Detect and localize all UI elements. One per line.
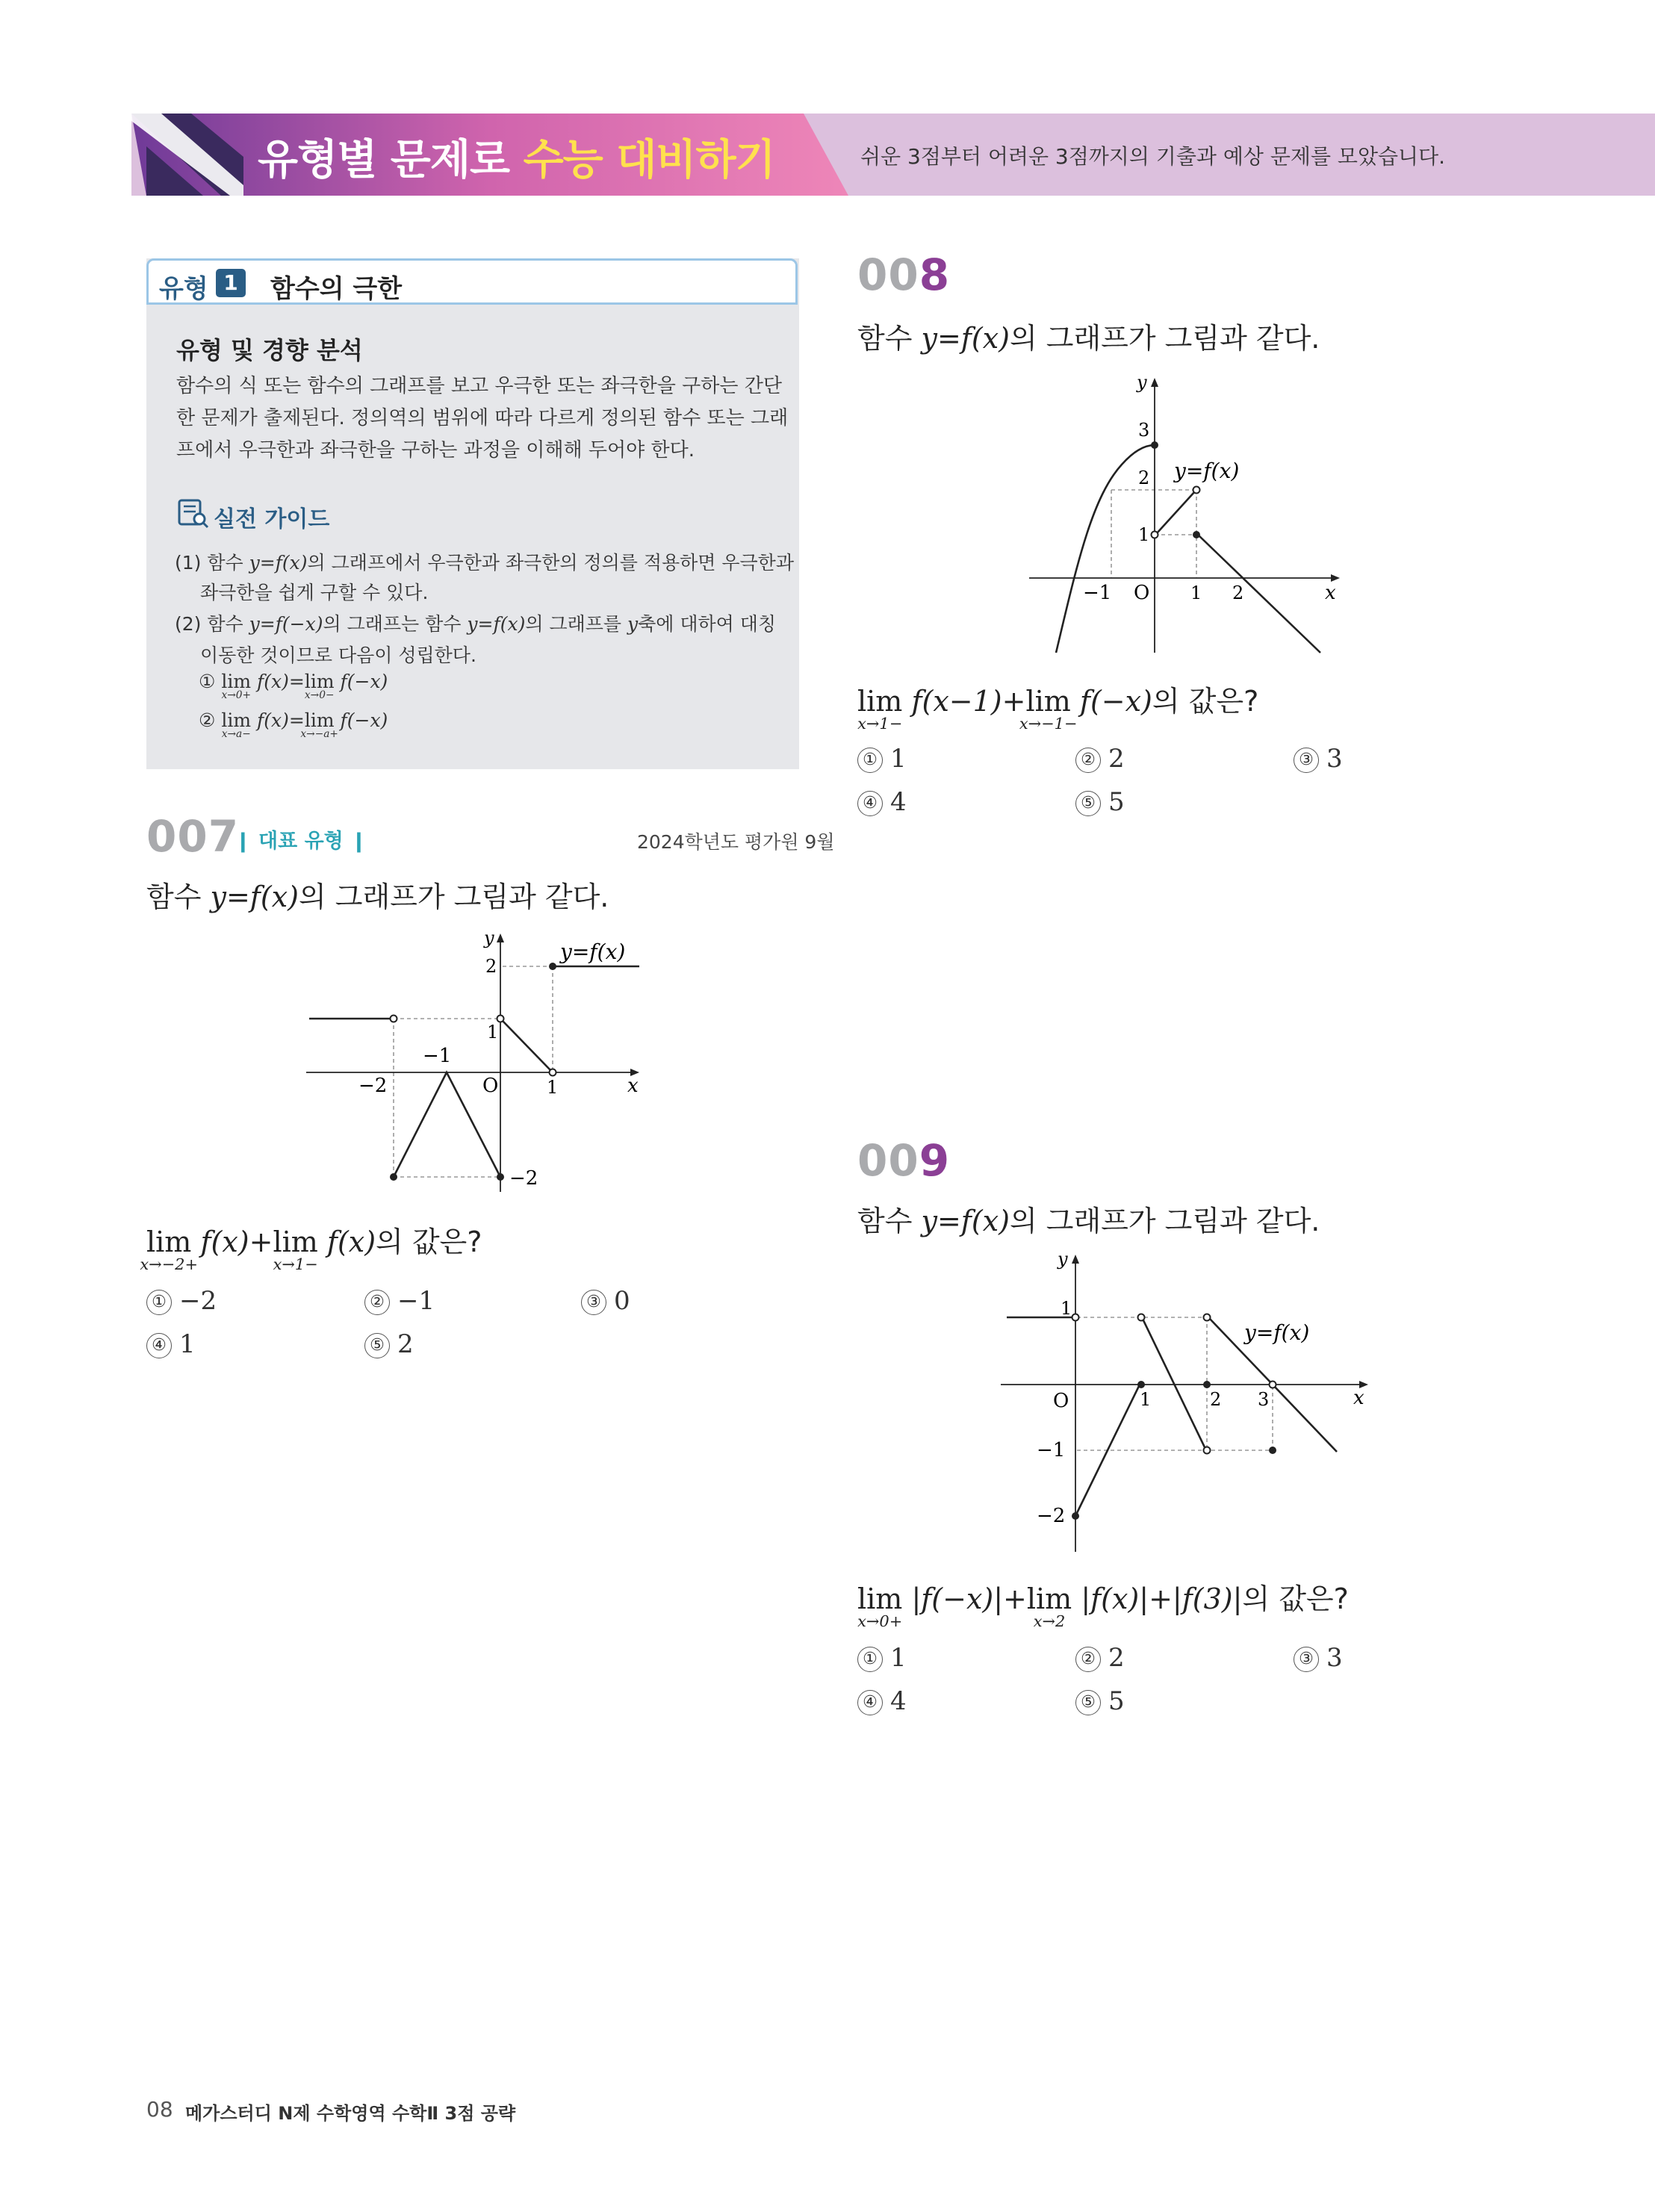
x-tick-1: 1 (1140, 1389, 1152, 1410)
y-axis-label: y (484, 928, 494, 948)
problem-008-graph (1023, 370, 1352, 662)
y-tick-minus-1: −1 (1037, 1439, 1066, 1461)
analysis-title: 유형 및 경향 분석 (176, 336, 363, 364)
y-tick-1: 1 (487, 1022, 499, 1043)
problem-009-graph (993, 1247, 1382, 1561)
choice-4[interactable]: ④ 4 (857, 1686, 907, 1716)
x-axis-label: x (1353, 1387, 1364, 1409)
choice-4[interactable]: ④ 4 (857, 787, 907, 817)
x-tick-1: 1 (1190, 582, 1202, 603)
y-tick-1: 1 (1061, 1298, 1072, 1319)
x-axis-label: x (627, 1075, 639, 1097)
choice-3[interactable]: ③ 3 (1294, 1643, 1343, 1673)
choice-1[interactable]: ① 1 (857, 744, 907, 774)
origin-label: O (482, 1075, 499, 1097)
banner-title: 유형별 문제로 수능 대비하기 (258, 136, 775, 184)
guide-title: 실전 가이드 (214, 506, 330, 532)
footer-book-title: 메가스터디 N제 수학영역 수학Ⅱ 3점 공략 (185, 2103, 516, 2124)
y-tick-3: 3 (1138, 420, 1150, 441)
x-tick-minus-2: −2 (358, 1075, 388, 1097)
problem-source: 2024학년도 평가원 9월 (637, 831, 835, 853)
y-tick-2: 2 (1138, 467, 1150, 488)
problem-008-question: 함수 y=f(x)의 그래프가 그림과 같다. (857, 322, 1320, 355)
type-number-badge: 1 (216, 269, 246, 297)
problem-007-limit: lim x→−2+ f(x)+lim x→1− f(x)의 값은? (140, 1225, 482, 1273)
choice-5[interactable]: ⑤ 5 (1075, 787, 1125, 817)
problem-007-graph (299, 926, 657, 1195)
curve-label: y=f(x) (560, 939, 626, 964)
curve-label: y=f(x) (1244, 1320, 1310, 1345)
choice-2[interactable]: ② 2 (1075, 1643, 1125, 1673)
analysis-text: 함수의 식 또는 함수의 그래프를 보고 우극한 또는 좌극한을 구하는 간단한 문제가 출제된다. 정의역의 범위에 따라 다르게 정의된 함수 또는 그래프에서 우극한과 좌극한을 구하는 과정을 이해해 두어야 한다. (176, 375, 789, 462)
guide-item-1-cont: 좌극한을 쉽게 구할 수 있다. (200, 582, 429, 603)
page-number: 08 (146, 2097, 173, 2122)
x-tick-3: 3 (1258, 1389, 1270, 1410)
choice-5[interactable]: ⑤ 2 (364, 1329, 414, 1359)
problem-008-limit: lim x→1− f(x−1)+lim x→−1− f(−x)의 값은? (857, 685, 1259, 733)
origin-label: O (1134, 582, 1150, 604)
type-title: 함수의 극한 (270, 274, 403, 304)
y-tick-1: 1 (1138, 524, 1150, 545)
type-label: 유형 (159, 274, 208, 304)
choice-2[interactable]: ② 2 (1075, 744, 1125, 774)
problem-number-008: 008 (857, 249, 951, 300)
guide-book-icon (176, 496, 209, 529)
problem-number-007: 007 (146, 811, 240, 862)
formula-2: ② lim x→a− f(x)=lim x→−a+ f(−x) (199, 709, 388, 740)
y-tick-minus-2: −2 (509, 1167, 538, 1190)
problem-009-question: 함수 y=f(x)의 그래프가 그림과 같다. (857, 1205, 1320, 1237)
curve-label: y=f(x) (1174, 459, 1240, 483)
x-axis-label: x (1325, 582, 1336, 604)
origin-label: O (1053, 1390, 1069, 1412)
choice-4[interactable]: ④ 1 (146, 1329, 196, 1359)
guide-item-2-cont: 이동한 것이므로 다음이 성립한다. (200, 644, 476, 666)
choice-5[interactable]: ⑤ 5 (1075, 1686, 1125, 1716)
y-tick-minus-2: −2 (1037, 1505, 1066, 1527)
problem-007-question: 함수 y=f(x)의 그래프가 그림과 같다. (146, 880, 609, 913)
y-axis-label: y (1058, 1249, 1068, 1270)
x-tick-2: 2 (1210, 1389, 1222, 1410)
choice-3[interactable]: ③ 3 (1294, 744, 1343, 774)
banner-title-highlight: 수능 대비하기 (523, 136, 775, 184)
y-axis-label: y (1137, 372, 1147, 393)
choice-1[interactable]: ① −2 (146, 1286, 217, 1316)
formula-1: ① lim x→0+ f(x)=lim x→0− f(−x) (199, 671, 388, 701)
choice-3[interactable]: ③ 0 (581, 1286, 630, 1316)
representative-type-tag: ❙ 대표 유형 ❙ (235, 830, 367, 853)
x-tick-minus-1: −1 (1083, 582, 1112, 604)
y-tick-2: 2 (485, 956, 497, 977)
guide-item-1: (1) 함수 y=f(x)의 그래프에서 우극한과 좌극한의 정의를 적용하면 우극한과 (175, 552, 794, 574)
banner-subtitle: 쉬운 3점부터 어려운 3점까지의 기출과 예상 문제를 모았습니다. (860, 144, 1446, 169)
x-tick-2: 2 (1232, 582, 1244, 603)
x-tick-1: 1 (547, 1077, 559, 1098)
problem-009-limit: lim x→0+ |f(−x)|+lim x→2 |f(x)|+|f(3)|의 값은? (857, 1582, 1349, 1630)
type-header (146, 258, 798, 305)
label-minus-1: −1 (423, 1045, 452, 1067)
choice-2[interactable]: ② −1 (364, 1286, 435, 1316)
choice-1[interactable]: ① 1 (857, 1643, 907, 1673)
problem-number-009: 009 (857, 1135, 951, 1186)
guide-item-2: (2) 함수 y=f(−x)의 그래프는 함수 y=f(x)의 그래프를 y축에 대하여 대칭 (175, 613, 777, 635)
